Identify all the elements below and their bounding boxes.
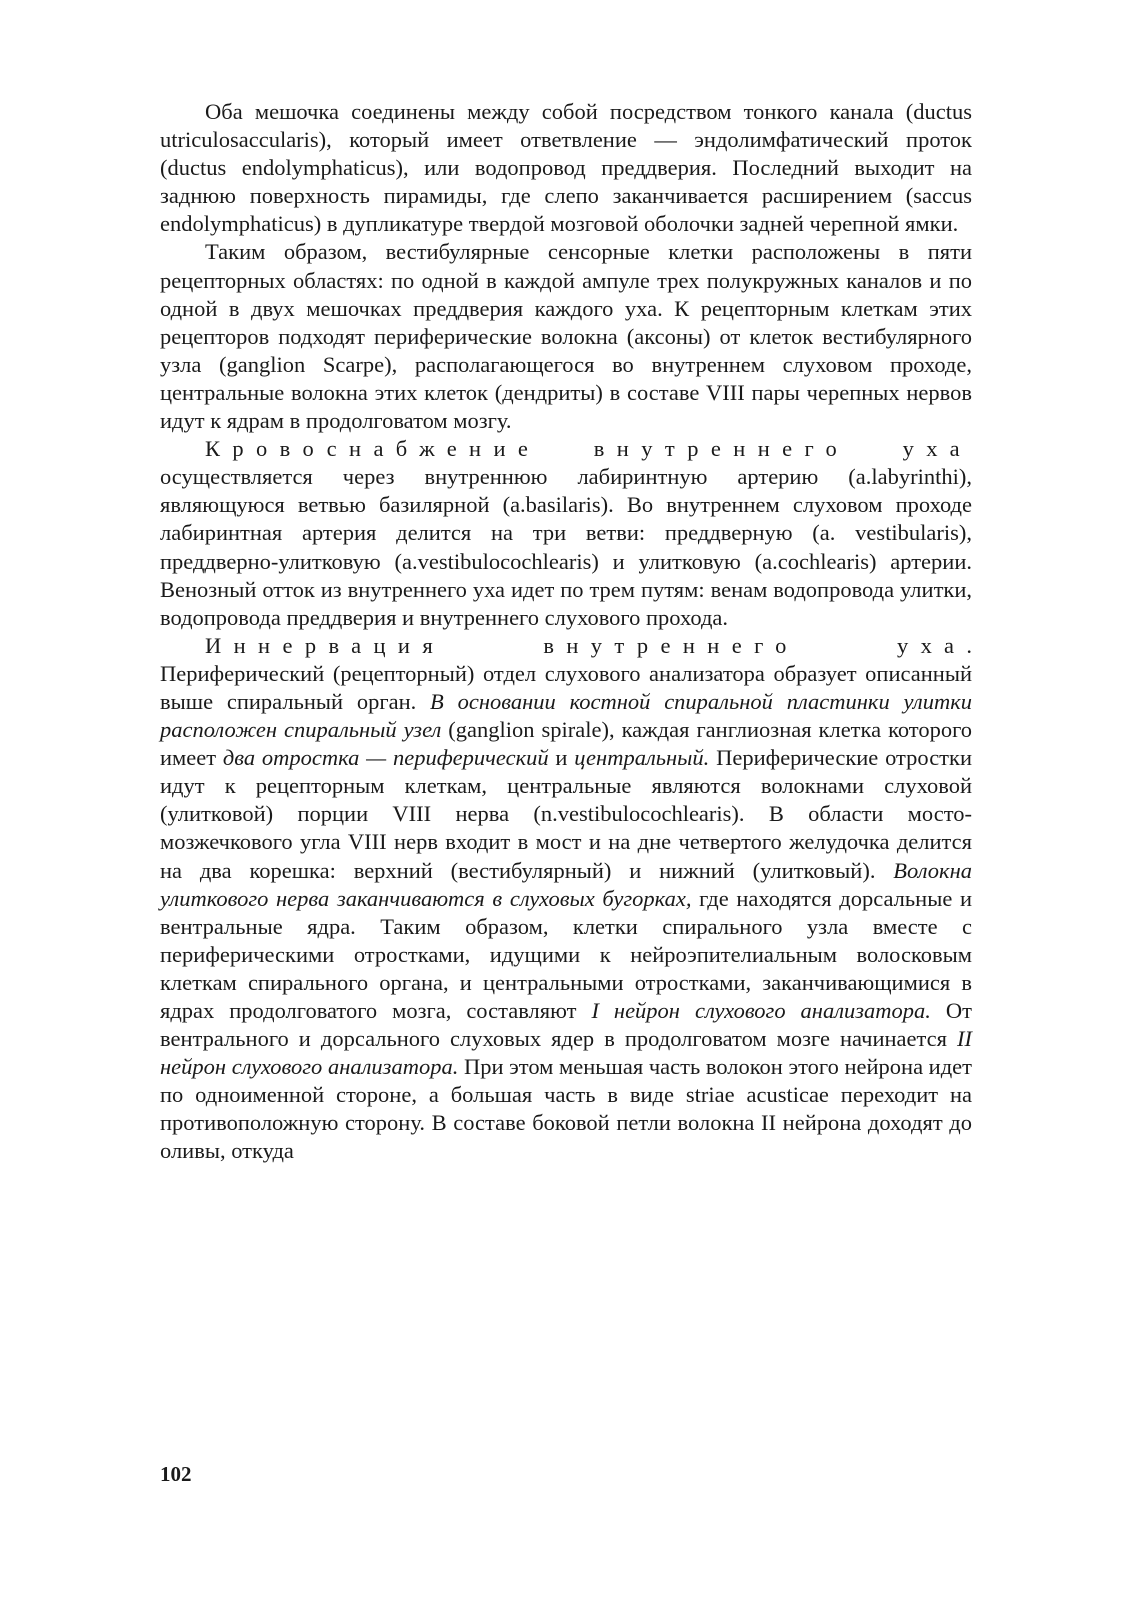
paragraph-text: Таким образом, вестибулярные сенсорные клетки расположены в пяти рецепторных областях: по одной в каждой ампуле трех полукружных каналов и по одной в двух мешочках преддверия каждого уха. К рецепторным клеткам этих рецепторов подходят периферические волокна (аксоны) от клеток вестибулярного узла (ganglion Scarpe), располагающегося во внутреннем слуховом проходе, центральные волокна этих клеток (дендриты) в составе VIII пары черепных нервов идут к ядрам в продолговатом мозгу.	[160, 239, 972, 434]
emphasis-text: В основании костной спиральной пластинки улитки расположен спиральный узел	[160, 688, 972, 743]
emphasis-text: Волокна улиткового нерва заканчиваются в слуховых бугорках,	[160, 857, 972, 911]
paragraph-text: При этом меньшая часть волокон этого нейрона идет по одноименной стороне, а большая часть в виде striae acusticae переходит на противоположную сторону. В составе боковой петли волокна II нейрона доходят до оливы, откуда	[160, 1054, 972, 1164]
paragraph-text: осуществляется через внутреннюю лабиринтную артерию (a.labyrinthi), являющуюся ветвью базилярной (a.basilaris). Во внутреннем слуховом проходе лабиринтная артерия делится на три ветви: преддверную (a. vestibularis), преддверно-улитковую (a.vestibulocochlearis) и улитковую (a.cochlearis) артерии. Венозный отток из внутреннего уха идет по трем путям: венам водопровода улитки, водопровода преддверия и внутреннего слухового прохода.	[160, 464, 972, 630]
paragraph-text: и	[548, 745, 575, 771]
paragraph-text: Периферические отростки идут к рецепторным клеткам, центральные являются волокнами слуховой (улитковой) порции VIII нерва (n.vestibulocochlearis). В области мосто-мозжечкового угла VIII нерв входит в мост и на дне четвертого желудочка делится на два корешка: верхний (вестибулярный) и нижний (улитковый).	[160, 745, 972, 883]
emphasis-text: центральный.	[574, 745, 710, 771]
paragraph	[160, 632, 972, 1166]
paragraph-text: От вентрального и дорсального слуховых ядер в продолговатом мозге начинается	[160, 998, 972, 1052]
paragraph-text: (ganglion spirale), каждая ганглиозная клетка которого имеет	[160, 717, 973, 771]
paragraph-text: где находятся дорсальные и вентральные ядра. Таким образом, клетки спирального узла вместе с периферическими отростками, идущими к нейроэпителиальным волосковым клеткам спирального органа, и центральными отростками, заканчивающимися в ядрах продолговатого мозга, составляют	[160, 885, 973, 1023]
emphasis-text: I нейрон слухового анализатора.	[591, 998, 931, 1023]
paragraph-text: Оба мешочка соединены между собой посредством тонкого канала (ductus utriculosaccularis), который имеет ответвление — эндолимфатический проток (ductus endolymphaticus), или водопровод преддверия. Последний выходит на заднюю поверхность пирамиды, где слепо заканчивается расширением (saccus endolymphaticus) в дупликатуре твердой мозговой оболочки задней черепной ямки.	[160, 99, 972, 237]
emphasis-text: II нейрон слухового анализатора.	[160, 1026, 972, 1080]
paragraph	[160, 238, 972, 435]
emphasis-text: два отростка — периферический	[222, 745, 549, 771]
body-text	[160, 98, 972, 1166]
section-heading: Иннервация внутреннего уха	[205, 632, 967, 658]
paragraph-text: . Периферический (рецепторный) отдел слухового анализатора образует описанный выше спиральный орган.	[160, 632, 972, 714]
paragraph	[160, 435, 972, 632]
paragraph	[160, 98, 972, 238]
section-heading: Кровоснабжение внутреннего уха	[205, 436, 972, 462]
page-number: 102	[160, 1462, 192, 1486]
